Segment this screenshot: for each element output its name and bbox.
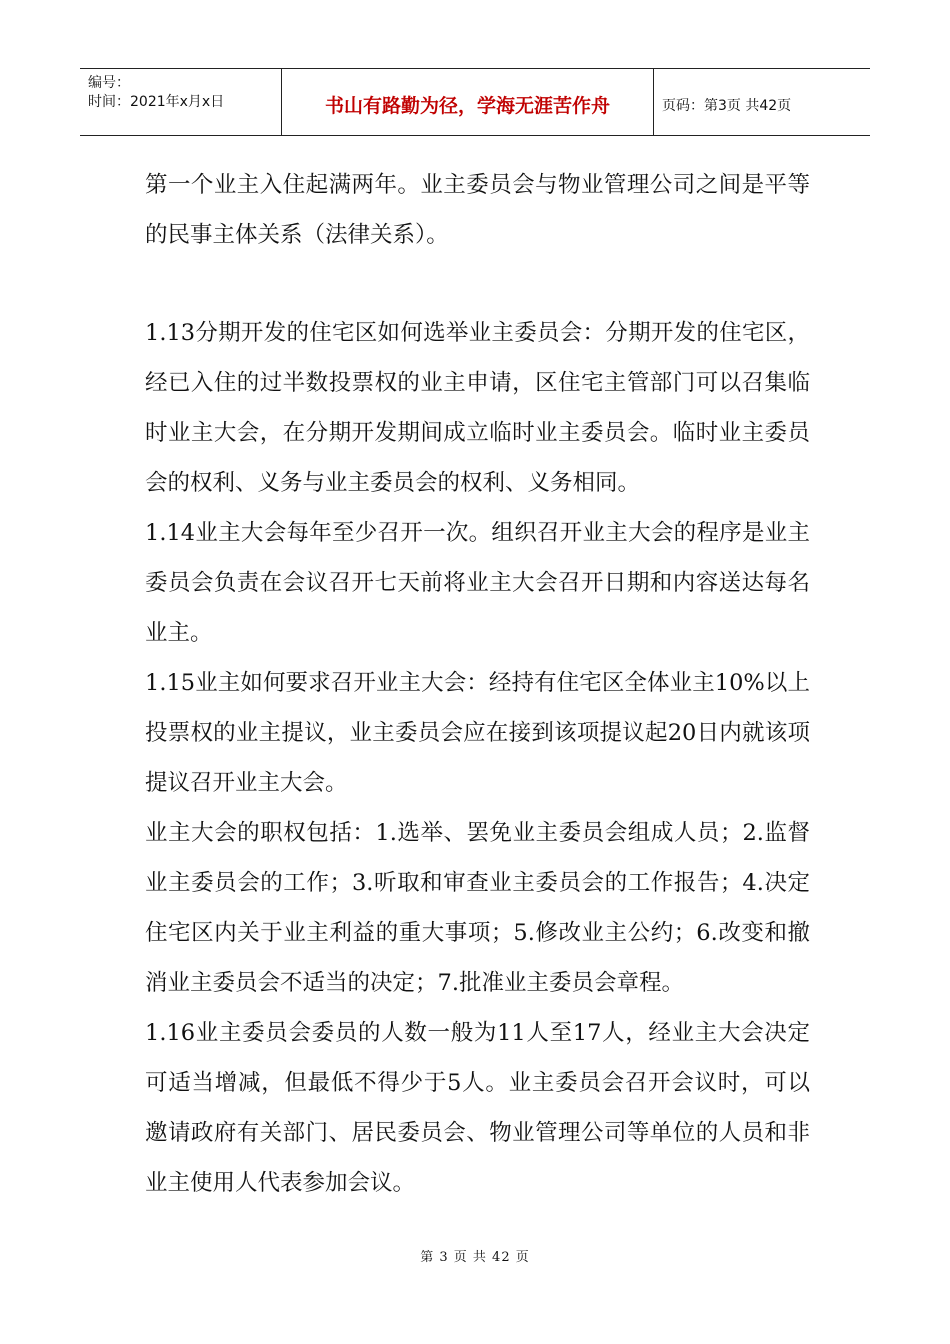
header-motto-cell [282,69,654,135]
page-footer: 第 3 页 共 42 页 [420,1250,530,1265]
body-paragraph: 1.16业主委员会委员的人数一般为11人至17人，经业主大会决定可适当增减，但最低不得少于5人。业主委员会召开会议时，可以邀请政府有关部门、居民委员会、物业管理公司等单位的人员和非业主使用人代表参加会议。 [145,1020,810,1196]
paragraph-spacer [145,260,810,308]
header-page-cell [654,69,870,135]
body-paragraph: 1.14业主大会每年至少召开一次。组织召开业主大会的程序是业主委员会负责在会议召开七天前将业主大会召开日期和内容送达每名业主。 [145,520,810,646]
body-paragraph: 业主大会的职权包括：1.选举、罢免业主委员会组成人员；2.监督业主委员会的工作；3.听取和审查业主委员会的工作报告；4.决定住宅区内关于业主利益的重大事项；5.修改业主公约；6.改变和撤消业主委员会不适当的决定；7.批准业主委员会章程。 [145,820,810,996]
document-date: 时间：2021年x月x日 [88,94,225,110]
document-body [145,160,810,1208]
header-page-number: 页码：第3页 共42页 [662,98,792,114]
header-motto: 书山有路勤为径，学海无涯苦作舟 [324,95,610,117]
body-paragraph: 1.13分期开发的住宅区如何选举业主委员会：分期开发的住宅区，经已入住的过半数投票权的业主申请，区住宅主管部门可以召集临时业主大会，在分期开发期间成立临时业主委员会。临时业主委员会的权利、义务与业主委员会的权利、义务相同。 [145,320,810,496]
body-paragraph: 1.15业主如何要求召开业主大会：经持有住宅区全体业主10%以上投票权的业主提议，业主委员会应在接到该项提议起20日内就该项提议召开业主大会。 [145,670,810,796]
page-header [80,68,870,136]
header-info-cell [80,69,282,135]
body-paragraph: 第一个业主入住起满两年。业主委员会与物业管理公司之间是平等的民事主体关系（法律关系）。 [145,172,810,248]
document-code-label: 编号： [88,75,130,91]
